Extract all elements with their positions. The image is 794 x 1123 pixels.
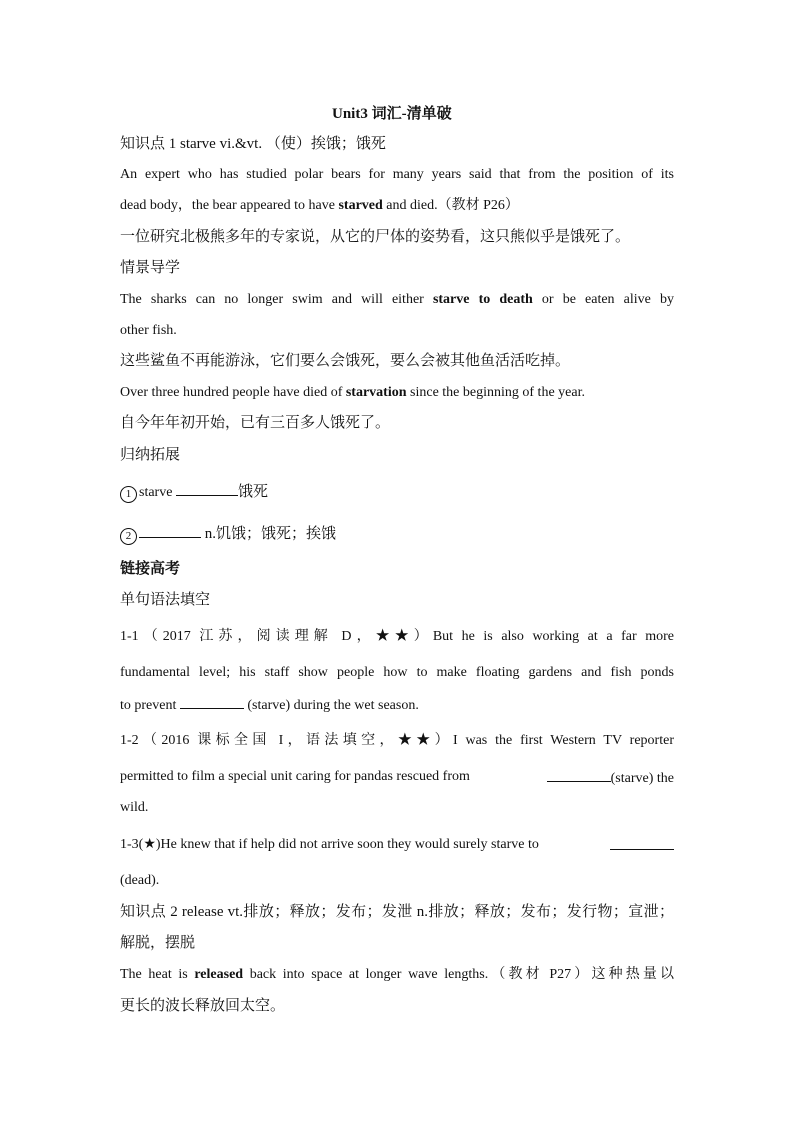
circled-number: 2 [120,528,137,545]
question-1-1-line3 [120,694,419,716]
page-title: Unit3 词汇-清单破 [332,106,452,122]
question-1-2-line3: wild. [120,800,149,815]
text: to prevent [120,698,180,713]
fill-blank[interactable] [139,523,201,538]
fill-blank[interactable] [610,835,674,850]
text: or be eaten alive by [532,292,674,307]
summary-item-2 [120,523,336,545]
text: 1-3(★)He knew that if help did not arrive soon they would surely starve to [120,837,539,852]
link-gaokao-heading: 链接高考 [120,561,181,577]
text: (starve) the [610,771,674,786]
keyword: released [194,967,244,982]
fill-section-heading: 单句语法填空 [120,592,211,608]
kp1-example2-line1 [120,290,674,310]
kp1-example3 [120,383,585,403]
kp2-heading-line1: 知识点 2 release vt.排放；释放；发布；发泄 n.排放；释放；发布；发行物；宣泄； [120,904,674,920]
kp2-example-translation: 更长的波长释放回太空。 [120,998,286,1014]
kp2-heading-line2: 解脱，摆脱 [120,935,196,951]
text: and died.（教材 P26） [382,198,519,213]
text: The heat is [120,967,195,982]
question-1-3-line2: (dead). [120,873,160,888]
summary-heading: 归纳拓展 [120,447,181,463]
text: since the beginning of the year. [406,385,585,400]
keyword: starved [338,198,383,213]
keyword: starve to death [432,292,533,307]
kp1-example3-translation: 自今年年初开始，已有三百多人饿死了。 [120,415,391,431]
blank-group [547,767,674,789]
summary-item-1 [120,481,268,503]
kp1-example1-line1: An expert who has studied polar bears for many years said that from the position of its [120,167,674,182]
situation-heading: 情景导学 [120,260,181,276]
fill-blank[interactable] [547,767,611,782]
text: permitted to film a special unit caring for pandas rescued from [120,769,470,784]
text: starve [139,485,176,500]
text: (starve) during the wet season. [243,698,419,713]
kp1-heading: 知识点 1 starve vi.&vt. （使）挨饿；饿死 [120,136,386,152]
circled-number: 1 [120,486,137,503]
fill-blank[interactable] [180,694,244,709]
kp1-example1-line2 [120,196,519,216]
question-1-3-line1 [120,835,674,855]
text: dead body，the bear appeared to have [120,198,339,213]
kp1-example2-translation: 这些鲨鱼不再能游泳，它们要么会饿死，要么会被其他鱼活活吃掉。 [120,353,571,369]
question-1-1-line1: 1-1（2017 江苏，阅读理解 D，★★）But he is also working at a far more [120,629,674,644]
kp1-example2-line2: other fish. [120,323,177,338]
fill-blank[interactable] [176,481,238,496]
text: back into space at longer wave lengths.（教材 P27）这种热量以 [243,967,675,982]
question-1-2-line1: 1-2（2016 课标全国 I，语法填空，★★）I was the first Western TV reporter [120,733,674,748]
kp1-example1-translation: 一位研究北极熊多年的专家说，从它的尸体的姿势看，这只熊似乎是饿死了。 [120,229,631,245]
question-1-2-line2 [120,767,674,789]
keyword: starvation [345,385,407,400]
text: Over three hundred people have died of [120,385,346,400]
text: n.饥饿；饿死；挨饿 [201,526,337,542]
question-1-1-line2: fundamental level; his staff show people how to make floating gardens and fish ponds [120,665,674,680]
text: 饿死 [237,484,268,500]
kp2-example-line1 [120,965,674,985]
text: The sharks can no longer swim and will either [120,292,433,307]
